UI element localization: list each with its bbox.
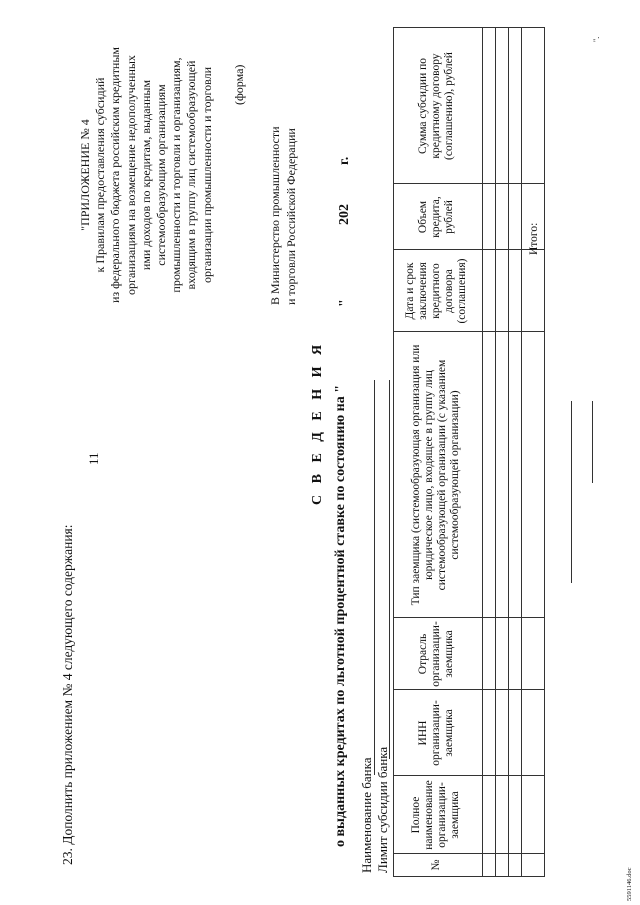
closing-quote: ".: [592, 36, 601, 42]
signature-line-short: [592, 401, 593, 483]
total-label: Итого:: [528, 222, 540, 255]
subtitle-text: о выданных кредитах по льготной процентной ставке по состоянию на: [333, 396, 348, 847]
appendix-line: из федерального бюджета российским кредитным: [108, 46, 123, 304]
document-subtitle: [333, 385, 349, 847]
appendix-line: системообразующим организациям: [154, 84, 169, 266]
row-divider: [482, 28, 483, 876]
header-credit-volume: Объем кредита, рублей: [416, 196, 455, 238]
row-divider: [521, 28, 522, 876]
bank-name-label: Наименование банка: [359, 757, 374, 873]
intro-text: 23. Дополнить приложением № 4 следующего содержания:: [60, 524, 75, 865]
appendix-line: входящим в группу лиц системообразующей: [184, 60, 199, 290]
header-full-name: Полное наименование организации-заемщика: [410, 780, 461, 850]
bank-limit-line: [389, 380, 390, 759]
appendix-line: организациям на возмещение недополученных: [123, 55, 138, 295]
appendix-line: промышленности и торговли и организациям,: [169, 57, 184, 293]
signature-line: [571, 401, 572, 583]
appendix-line: организации промышленности и торговли: [199, 67, 214, 284]
ministry-line: и торговли Российской Федерации: [283, 128, 298, 305]
row-divider: [495, 28, 496, 876]
header-contract-date: Дата и срок заключения кредитного договора (соглашения): [403, 258, 468, 324]
appendix-line: ими доходов по кредитам, выданным: [138, 79, 153, 271]
bank-name-line: [374, 380, 375, 775]
date-open-quote: ": [337, 299, 352, 307]
header-borrower-type: Тип заемщика (системообразующая организация или юридическое лицо, входящее в группу лиц системообразующей организации (с указанием системообразующей организации): [410, 344, 461, 606]
row-divider: [508, 28, 509, 876]
page-number: 11: [86, 452, 101, 465]
ministry-address: [268, 126, 299, 305]
ministry-line: В Министерство промышленности: [268, 126, 282, 305]
header-industry: Отрасль организации-заемщика: [416, 621, 455, 687]
appendix-line: к Правилам предоставления субсидий: [93, 77, 108, 273]
date-year: 202: [337, 204, 352, 225]
document-title: С В Е Д Е Н И Я: [310, 340, 325, 505]
form-label: (форма): [232, 64, 246, 105]
data-table: [393, 27, 545, 877]
subtitle-quote: ": [333, 384, 348, 393]
appendix-heading: [78, 25, 215, 325]
date-suffix: г.: [337, 156, 352, 165]
header-number: №: [429, 859, 442, 871]
bank-limit-label: Лимит субсидии банка: [375, 746, 390, 873]
appendix-line: "ПРИЛОЖЕНИЕ № 4: [78, 119, 92, 231]
footer-code: 5591146.doc: [626, 867, 633, 901]
header-subsidy-amount: Сумма субсидии по кредитному договору (соглашению), рублей: [416, 52, 455, 160]
header-inn: ИНН организации-заемщика: [416, 700, 455, 766]
